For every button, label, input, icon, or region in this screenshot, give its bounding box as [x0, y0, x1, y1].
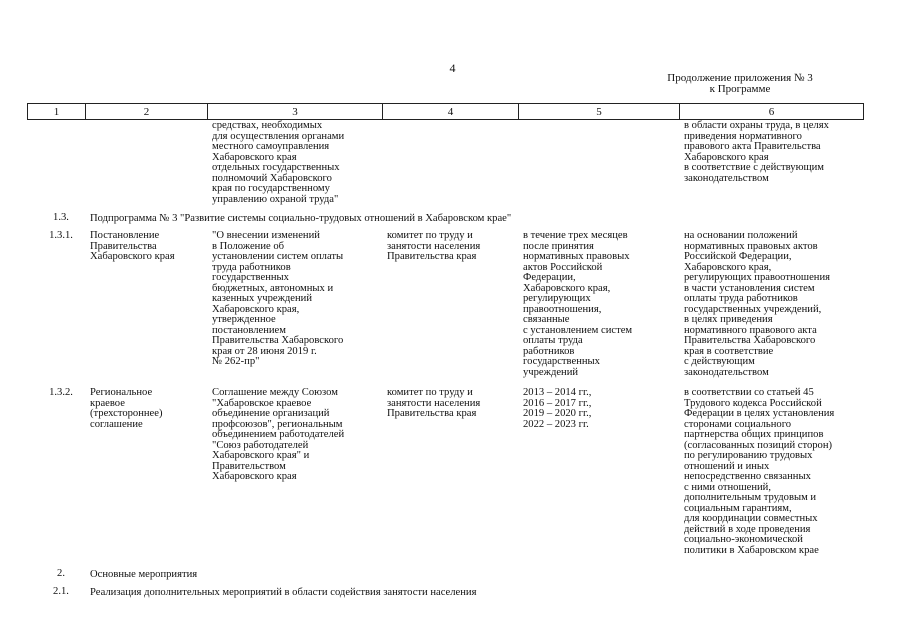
header-col-5: 5: [519, 104, 680, 120]
row-1-term: в течение трех месяцев после принятия нормативных правовых актов Российской Федерации, Хабаровского края, регулирующих правоотношения, связанные с установлением систем оплаты труда работников государственных учреждений: [523, 230, 633, 378]
row-1-type: Постановление Правительства Хабаровского края: [90, 230, 175, 262]
header-col-2: 2: [86, 104, 208, 120]
section-2-title: Основные мероприятия: [90, 569, 198, 580]
row-1-executor: комитет по труду и занятости населения Правительства края: [387, 230, 481, 262]
row-2-executor: комитет по труду и занятости населения Правительства края: [387, 387, 481, 419]
header-col-4: 4: [383, 104, 519, 120]
page-number: 4: [449, 61, 456, 75]
section-2-1-number: 2.1.: [53, 586, 69, 597]
row-2-type: Региональное краевое (трехстороннее) соглашение: [90, 387, 163, 430]
row-2-name: Соглашение между Союзом "Хабаровское краевое объединение организаций профсоюзов", региональным объединением работодателей "Союз работодателей Хабаровского края" и Правительством Хабаровского края: [212, 387, 345, 482]
caption-line-2: к Программе: [709, 83, 771, 95]
header-col-3: 3: [208, 104, 383, 120]
continued-row-col3: средствах, необходимых для осуществления органами местного самоуправления Хабаровского края отдельных государственных полномочий Хабаровского края по государственному управлению охраной труда": [212, 120, 345, 205]
row-2-term: 2013 – 2014 гг., 2016 – 2017 гг., 2019 – 2020 гг., 2022 – 2023 гг.: [523, 387, 592, 430]
header-col-1: 1: [28, 104, 86, 120]
row-1-number: 1.3.1.: [49, 230, 73, 241]
table-header: [27, 103, 864, 120]
subprogram-title: Подпрограмма № 3 "Развитие системы социально-трудовых отношений в Хабаровском крае": [90, 213, 512, 224]
row-1-name: "О внесении изменений в Положение об установлении систем оплаты труда работников государственных бюджетных, автономных и казенных учреждений Хабаровского края, утвержденное постановлением Правительства Хабаровского края от 28 июня 2019 г. № 262-пр": [212, 230, 344, 367]
section-2-number: 2.: [57, 568, 65, 579]
row-2-basis: в соответствии со статьей 45 Трудового кодекса Российской Федерации в целях установления сторонами социального партнерства общих принципов (согласованных позиций сторон) по регулированию трудовых отношений и иных непосредственно связанных с ними отношений, дополнительным трудовым и социальным гарантиям, для координации совместных действий в ходе проведения социально-экономической политики в Хабаровском крае: [684, 387, 835, 556]
row-2-number: 1.3.2.: [49, 387, 73, 398]
caption-line-1: Продолжение приложения № 3: [667, 72, 813, 84]
continued-row-col6: в области охраны труда, в целях приведения нормативного правового акта Правительства Хабаровского края в соответствие с действующим законодательством: [684, 120, 829, 184]
section-2-1-title: Реализация дополнительных мероприятий в области содействия занятости населения: [90, 587, 477, 598]
row-1-basis: на основании положений нормативных правовых актов Российской Федерации, Хабаровского края, регулирующих правоотношения в части установления систем оплаты труда работников государственных учреждений, в целях приведения нормативного правового акта Правительства Хабаровского края в соответствие с действующим законодательством: [684, 230, 830, 378]
appendix-caption: [620, 73, 860, 95]
header-col-6: 6: [680, 104, 864, 120]
subprogram-number: 1.3.: [53, 212, 69, 223]
